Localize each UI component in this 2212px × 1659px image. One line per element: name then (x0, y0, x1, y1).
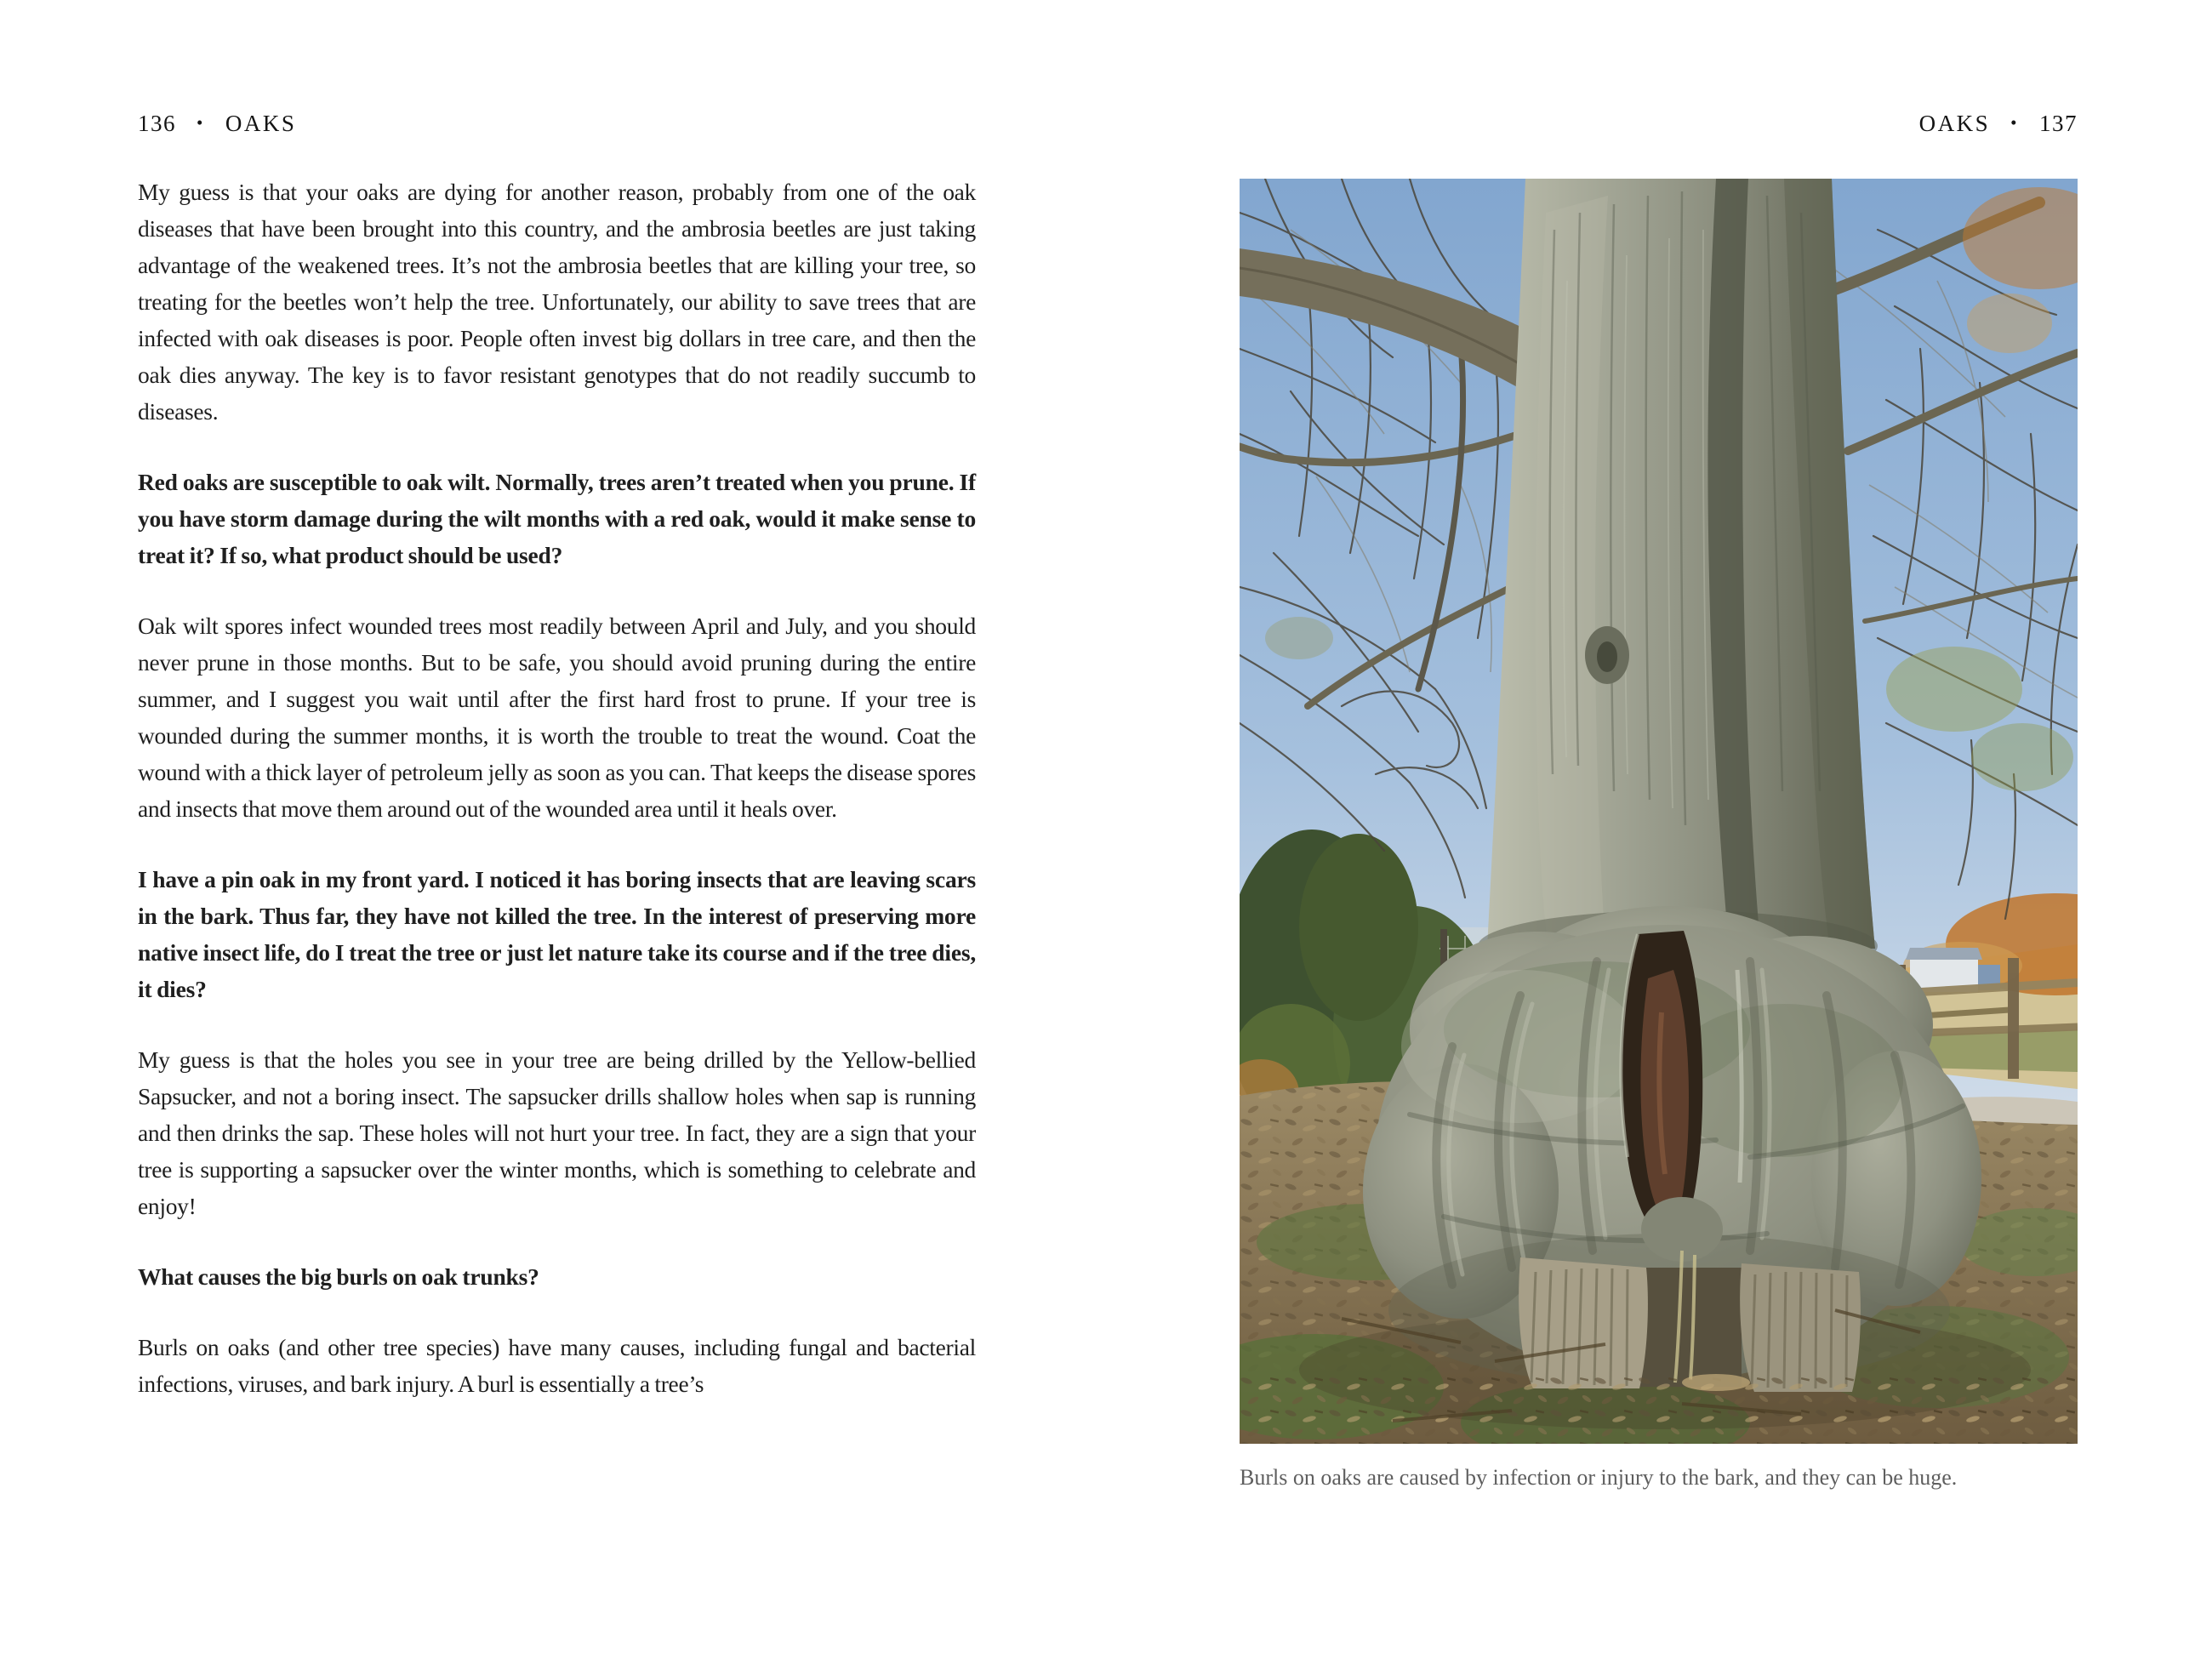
running-head-right: OAKS (1918, 111, 1991, 136)
folio-separator-left: • (197, 112, 205, 133)
photo-caption: Burls on oaks are caused by infection or injury to the bark, and they can be huge. (1240, 1465, 1958, 1490)
question-paragraph: I have a pin oak in my front yard. I noticed it has boring insects that are leaving scars in the bark. Thus far, they have not killed the tree. In the interest of preserving more native insect life, do I treat the tree or just let nature take its course and if the tree dies, it dies? (138, 866, 976, 1002)
root-feet (1519, 1251, 1861, 1392)
left-page-number: 136 (138, 111, 176, 136)
right-page-header (1240, 111, 2078, 137)
folio-separator-right: • (2010, 112, 2019, 133)
running-head-left: OAKS (225, 111, 297, 136)
answer-paragraph: My guess is that your oaks are dying for another reason, probably from one of the oak diseases that have been brought into this country, and the ambrosia beetles are just taking advantage of the weakened trees. It’s not the ambrosia beetles that are killing your tree, so treating for the beetles won’t help the tree. Unfortunately, our ability to save trees that are infected with oak diseases is poor. People often invest big dollars in tree care, and then the oak dies anyway. The key is to favor resistant genotypes that do not readily succumb to diseases. (138, 179, 976, 425)
body-text-column (138, 174, 976, 1402)
left-page-header (138, 111, 296, 137)
answer-paragraph: Burls on oaks (and other tree species) have many causes, including fungal and bacterial infections, viruses, and bark injury. A burl is essentially a tree’s (138, 1334, 976, 1397)
answer-paragraph: Oak wilt spores infect wounded trees most readily between April and July, and you should never prune in those months. But to be safe, you should avoid pruning during the entire summer, and I suggest you wait until after the first hard frost to prune. If your tree is wounded during the summer months, it is worth the trouble to treat the wound. Coat the wound with a thick layer of petroleum jelly as soon as you can. That keeps the disease spores and insects that move them around out of the wounded area until it heals over. (138, 613, 976, 822)
answer-paragraph: My guess is that the holes you see in your tree are being drilled by the Yellow-bellied Sapsucker, and not a boring insect. The sapsucker drills shallow holes when sap is running and then drinks the sap. These holes will not hurt your tree. In fact, they are a sign that your tree is supporting a sapsucker over the winter months, which is something to celebrate and enjoy! (138, 1046, 976, 1219)
question-paragraph: What causes the big burls on oak trunks? (138, 1263, 539, 1290)
right-page-number: 137 (2039, 111, 2078, 136)
question-paragraph: Red oaks are susceptible to oak wilt. Normally, trees aren’t treated when you prune. If you have storm damage during the wilt months with a red oak, would it make sense to treat it? If so, what product should be used? (138, 469, 976, 568)
trunk (1478, 179, 1878, 982)
oak-burl-photo (1240, 179, 2078, 1444)
